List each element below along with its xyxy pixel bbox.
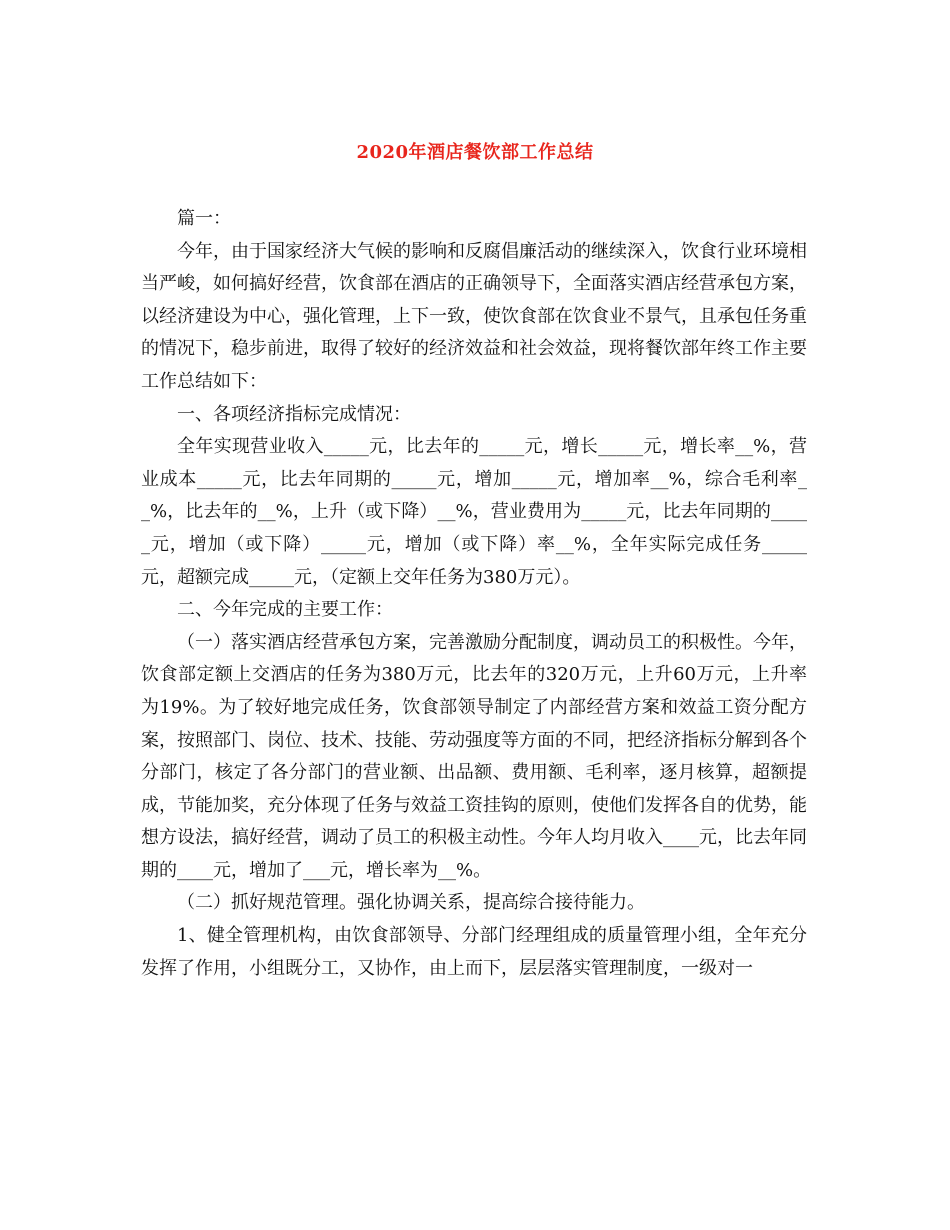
paragraph-section-label: 篇一： xyxy=(177,208,231,229)
paragraph-work-item-1: （一）落实酒店经营承包方案，完善激励分配制度，调动员工的积极性。今年，饮食部定额上交酒店的任务为380万元，比去年的320万元，上升60万元，上升率为19%。为了较好地完成任务，饮食部领导制定了内部经营方案和效益工资分配方案，按照部门、岗位、技术、技能、劳动强度等方面的不同，把经济指标分解到各个分部门，核定了各分部门的营业额、出品额、费用额、毛利率，逐月核算，超额提成，节能加奖，充分体现了任务与效益工资挂钩的原则，使他们发挥各自的优势，能想方设法，搞好经营，调动了员工的积极主动性。今年人均月收入____元，比去年同期的____元，增加了___元，增长率为__%。 xyxy=(141,631,807,881)
paragraph-heading-2: 二、今年完成的主要工作： xyxy=(177,599,393,621)
paragraph-economic-indicators: 全年实现营业收入_____元，比去年的_____元，增长_____元，增长率__%，营业成本_____元，比去年同期的_____元，增加_____元，增加率__%，综合毛利率__%，比去年的__%，上升（或下降）__%，营业费用为_____元，比去年同期的_____元，增加（或下降）_____元，增加（或下降）率__%，全年实际完成任务_____元，超额完成_____元，（定额上交年任务为380万元）。 xyxy=(141,436,807,588)
paragraph-management-1: 1、健全管理机构，由饮食部领导、分部门经理组成的质量管理小组，全年充分发挥了作用，小组既分工，又协作，由上而下，层层落实管理制度，一级对一 xyxy=(141,925,807,979)
document-body xyxy=(141,203,807,985)
paragraph-heading-1: 一、各项经济指标完成情况： xyxy=(177,403,411,425)
paragraph-work-item-2: （二）抓好规范管理。强化协调关系，提高综合接待能力。 xyxy=(177,892,645,914)
document-title: 2020年酒店餐饮部工作总结 xyxy=(356,142,594,163)
paragraph-intro: 今年，由于国家经济大气候的影响和反腐倡廉活动的继续深入，饮食行业环境相当严峻，如何搞好经营，饮食部在酒店的正确领导下，全面落实酒店经营承包方案，以经济建设为中心，强化管理，上下一致，使饮食部在饮食业不景气，且承包任务重的情况下，稳步前进，取得了较好的经济效益和社会效益，现将餐饮部年终工作主要工作总结如下： xyxy=(141,240,807,392)
